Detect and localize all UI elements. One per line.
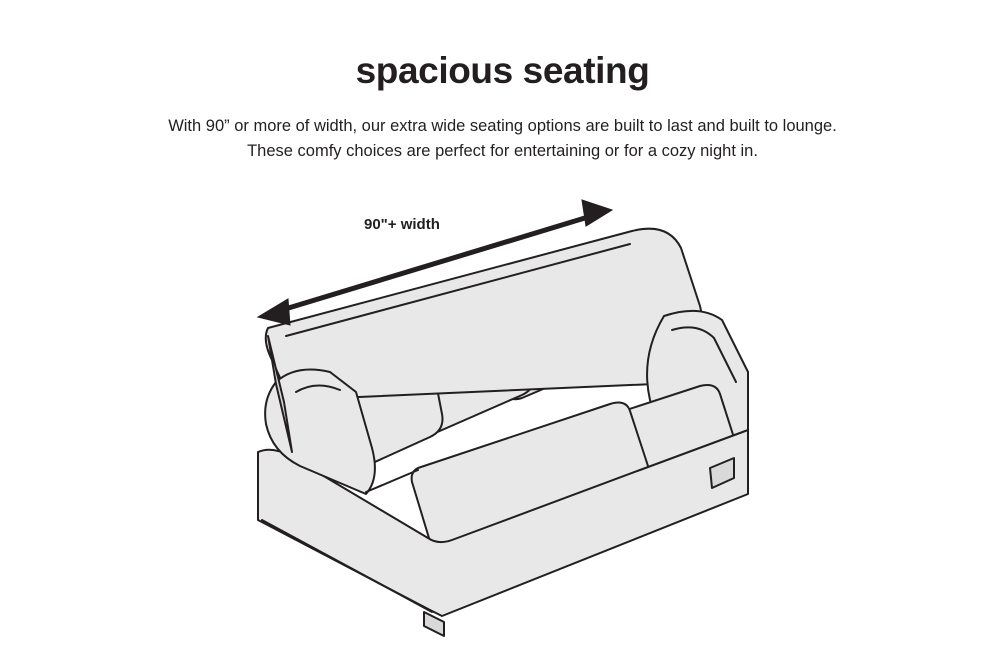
subtitle-line-2: These comfy choices are perfect for entertaining or for a cozy night in. — [247, 141, 758, 160]
page-title: spacious seating — [355, 50, 650, 91]
arrowhead-left — [258, 299, 290, 325]
arrowhead-right — [582, 200, 612, 226]
subtitle-line-1: With 90” or more of width, our extra wide seating options are built to last and built to lounge. — [168, 117, 837, 135]
sofa-line-drawing — [258, 229, 748, 636]
measure-label: 90"+ width — [364, 216, 440, 233]
